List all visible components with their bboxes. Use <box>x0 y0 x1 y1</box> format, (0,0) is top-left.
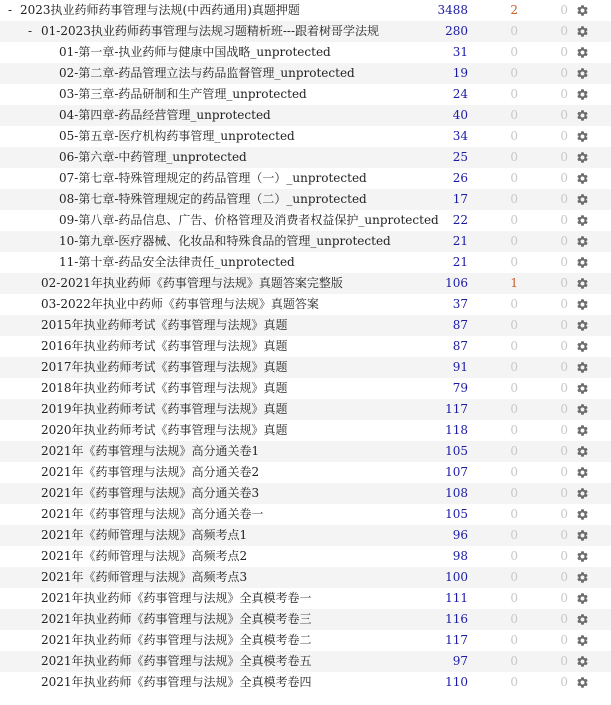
deck-name[interactable]: 06-第六章-中药管理_unprotected <box>59 150 247 164</box>
deck-row[interactable] <box>0 399 611 420</box>
learn-count: 0 <box>510 633 518 647</box>
learn-count: 0 <box>510 528 518 542</box>
deck-name[interactable]: 01-2023执业药师药事管理与法规习题精析班---跟着树哥学法规 <box>41 24 380 38</box>
review-count: 0 <box>560 633 568 647</box>
deck-row[interactable] <box>0 357 611 378</box>
gear-icon[interactable] <box>576 46 589 59</box>
gear-icon[interactable] <box>576 235 589 248</box>
gear-icon[interactable] <box>576 613 589 626</box>
gear-icon[interactable] <box>576 319 589 332</box>
gear-icon[interactable] <box>576 382 589 395</box>
new-count: 117 <box>445 402 468 416</box>
collapse-toggle[interactable]: - <box>8 3 13 17</box>
deck-row[interactable] <box>0 588 611 609</box>
new-count: 106 <box>445 276 468 290</box>
review-count: 0 <box>560 402 568 416</box>
deck-row[interactable] <box>0 21 611 42</box>
learn-count: 0 <box>510 192 518 206</box>
gear-icon[interactable] <box>576 340 589 353</box>
review-count: 0 <box>560 612 568 626</box>
gear-icon[interactable] <box>576 655 589 668</box>
deck-name[interactable]: 2015年执业药师考试《药事管理与法规》真题 <box>41 318 288 332</box>
deck-name[interactable]: 07-第七章-特殊管理规定的药品管理（一）_unprotected <box>59 171 367 185</box>
deck-row[interactable] <box>0 441 611 462</box>
new-count: 97 <box>452 654 468 668</box>
deck-row[interactable] <box>0 105 611 126</box>
new-count: 96 <box>452 528 468 542</box>
learn-count: 0 <box>510 297 518 311</box>
new-count: 21 <box>452 234 468 248</box>
deck-name[interactable]: 2021年《药师管理与法规》高频考点3 <box>41 570 248 584</box>
learn-count: 0 <box>510 675 518 689</box>
deck-row[interactable] <box>0 378 611 399</box>
deck-row[interactable] <box>0 672 611 693</box>
review-count: 0 <box>560 444 568 458</box>
gear-icon[interactable] <box>576 634 589 647</box>
review-count: 0 <box>560 150 568 164</box>
new-count: 17 <box>452 192 468 206</box>
deck-name[interactable]: 02-第二章-药品管理立法与药品监督管理_unprotected <box>59 66 355 80</box>
review-count: 0 <box>560 171 568 185</box>
new-count: 107 <box>445 465 468 479</box>
learn-count: 0 <box>510 486 518 500</box>
deck-name[interactable]: 2017年执业药师考试《药事管理与法规》真题 <box>41 360 288 374</box>
learn-count: 0 <box>510 465 518 479</box>
learn-count: 0 <box>510 507 518 521</box>
new-count: 22 <box>452 213 468 227</box>
learn-count: 0 <box>510 129 518 143</box>
review-count: 0 <box>560 528 568 542</box>
learn-count: 0 <box>510 381 518 395</box>
deck-row[interactable] <box>0 273 611 294</box>
new-count: 40 <box>452 108 468 122</box>
review-count: 0 <box>560 108 568 122</box>
new-count: 24 <box>452 87 468 101</box>
gear-icon[interactable] <box>576 508 589 521</box>
review-count: 0 <box>560 66 568 80</box>
gear-icon[interactable] <box>576 487 589 500</box>
learn-count: 0 <box>510 213 518 227</box>
deck-row[interactable] <box>0 294 611 315</box>
deck-row[interactable] <box>0 126 611 147</box>
deck-row[interactable] <box>0 525 611 546</box>
deck-row[interactable] <box>0 210 611 231</box>
deck-name[interactable]: 10-第九章-医疗器械、化妆品和特殊食品的管理_unprotected <box>59 234 391 248</box>
review-count: 0 <box>560 255 568 269</box>
gear-icon[interactable] <box>576 277 589 290</box>
new-count: 111 <box>445 591 468 605</box>
deck-row[interactable] <box>0 168 611 189</box>
learn-count: 0 <box>510 234 518 248</box>
review-count: 0 <box>560 654 568 668</box>
deck-name[interactable]: 2021年《药事管理与法规》高分通关卷3 <box>41 486 260 500</box>
gear-icon[interactable] <box>576 130 589 143</box>
deck-row[interactable] <box>0 0 611 21</box>
deck-name[interactable]: 03-第三章-药品研制和生产管理_unprotected <box>59 87 307 101</box>
deck-name[interactable]: 2021年《药事管理与法规》高分通关卷1 <box>41 444 260 458</box>
deck-row[interactable] <box>0 336 611 357</box>
deck-name[interactable]: 09-第八章-药品信息、广告、价格管理及消费者权益保护_unprotected <box>59 213 439 227</box>
new-count: 25 <box>452 150 468 164</box>
learn-count: 0 <box>510 444 518 458</box>
deck-row[interactable] <box>0 483 611 504</box>
deck-name[interactable]: 2019年执业药师考试《药事管理与法规》真题 <box>41 402 288 416</box>
review-count: 0 <box>560 45 568 59</box>
deck-row[interactable] <box>0 462 611 483</box>
deck-row[interactable] <box>0 651 611 672</box>
review-count: 0 <box>560 486 568 500</box>
learn-count: 0 <box>510 549 518 563</box>
new-count: 98 <box>452 549 468 563</box>
learn-count: 0 <box>510 255 518 269</box>
gear-icon[interactable] <box>576 571 589 584</box>
deck-row[interactable] <box>0 147 611 168</box>
deck-row[interactable] <box>0 504 611 525</box>
learn-count: 2 <box>510 3 518 17</box>
learn-count: 0 <box>510 87 518 101</box>
learn-count: 0 <box>510 318 518 332</box>
gear-icon[interactable] <box>576 424 589 437</box>
gear-icon[interactable] <box>576 676 589 689</box>
deck-row[interactable] <box>0 420 611 441</box>
review-count: 0 <box>560 570 568 584</box>
deck-name[interactable]: 05-第五章-医疗机构药事管理_unprotected <box>59 129 295 143</box>
gear-icon[interactable] <box>576 550 589 563</box>
new-count: 105 <box>445 507 468 521</box>
learn-count: 0 <box>510 45 518 59</box>
learn-count: 0 <box>510 402 518 416</box>
new-count: 100 <box>445 570 468 584</box>
gear-icon[interactable] <box>576 445 589 458</box>
deck-name[interactable]: 03-2022年执业中药师《药事管理与法规》真题答案 <box>41 297 319 311</box>
learn-count: 0 <box>510 570 518 584</box>
new-count: 21 <box>452 255 468 269</box>
deck-row[interactable] <box>0 567 611 588</box>
new-count: 34 <box>452 129 468 143</box>
gear-icon[interactable] <box>576 214 589 227</box>
review-count: 0 <box>560 129 568 143</box>
learn-count: 0 <box>510 24 518 38</box>
deck-row[interactable] <box>0 252 611 273</box>
gear-icon[interactable] <box>576 67 589 80</box>
deck-name[interactable]: 2021年《药师管理与法规》高频考点1 <box>41 528 248 542</box>
deck-name[interactable]: 2021年《药事管理与法规》高分通关卷2 <box>41 465 260 479</box>
review-count: 0 <box>560 213 568 227</box>
deck-row[interactable] <box>0 630 611 651</box>
deck-row[interactable] <box>0 231 611 252</box>
deck-row[interactable] <box>0 315 611 336</box>
deck-row[interactable] <box>0 609 611 630</box>
deck-row[interactable] <box>0 189 611 210</box>
deck-name[interactable]: 2021年执业药师《药事管理与法规》全真模考卷三 <box>41 612 312 626</box>
new-count: 26 <box>452 171 468 185</box>
gear-icon[interactable] <box>576 361 589 374</box>
learn-count: 0 <box>510 423 518 437</box>
review-count: 0 <box>560 276 568 290</box>
new-count: 31 <box>452 45 468 59</box>
review-count: 0 <box>560 297 568 311</box>
deck-name[interactable]: 11-第十章-药品安全法律责任_unprotected <box>59 255 295 269</box>
review-count: 0 <box>560 507 568 521</box>
collapse-toggle[interactable]: - <box>28 24 33 38</box>
learn-count: 0 <box>510 339 518 353</box>
review-count: 0 <box>560 360 568 374</box>
deck-name[interactable]: 2021年执业药师《药事管理与法规》全真模考卷五 <box>41 654 312 668</box>
new-count: 116 <box>445 612 468 626</box>
gear-icon[interactable] <box>576 109 589 122</box>
new-count: 108 <box>445 486 468 500</box>
new-count: 117 <box>445 633 468 647</box>
new-count: 87 <box>452 318 468 332</box>
gear-icon[interactable] <box>576 466 589 479</box>
learn-count: 0 <box>510 150 518 164</box>
review-count: 0 <box>560 591 568 605</box>
deck-row[interactable] <box>0 546 611 567</box>
deck-name[interactable]: 2021年执业药师《药事管理与法规》全真模考卷二 <box>41 633 312 647</box>
review-count: 0 <box>560 192 568 206</box>
deck-name[interactable]: 2021年执业药师《药事管理与法规》全真模考卷一 <box>41 591 312 605</box>
new-count: 37 <box>452 297 468 311</box>
deck-name[interactable]: 2018年执业药师考试《药事管理与法规》真题 <box>41 381 288 395</box>
gear-icon[interactable] <box>576 25 589 38</box>
review-count: 0 <box>560 339 568 353</box>
deck-name[interactable]: 2021年《药事管理与法规》高分通关卷一 <box>41 507 264 521</box>
review-count: 0 <box>560 87 568 101</box>
deck-row[interactable] <box>0 42 611 63</box>
review-count: 0 <box>560 3 568 17</box>
review-count: 0 <box>560 318 568 332</box>
new-count: 91 <box>452 360 468 374</box>
review-count: 0 <box>560 675 568 689</box>
learn-count: 0 <box>510 66 518 80</box>
review-count: 0 <box>560 423 568 437</box>
learn-count: 0 <box>510 108 518 122</box>
new-count: 19 <box>452 66 468 80</box>
deck-name[interactable]: 01-第一章-执业药师与健康中国战略_unprotected <box>59 45 331 59</box>
new-count: 105 <box>445 444 468 458</box>
learn-count: 1 <box>510 276 518 290</box>
gear-icon[interactable] <box>576 592 589 605</box>
new-count: 3488 <box>437 3 468 17</box>
deck-name[interactable]: 2023执业药师药事管理与法规(中西药通用)真题押题 <box>20 3 300 17</box>
gear-icon[interactable] <box>576 4 589 17</box>
deck-name[interactable]: 2021年执业药师《药事管理与法规》全真模考卷四 <box>41 675 312 689</box>
gear-icon[interactable] <box>576 172 589 185</box>
learn-count: 0 <box>510 360 518 374</box>
learn-count: 0 <box>510 171 518 185</box>
deck-name[interactable]: 04-第四章-药品经营管理_unprotected <box>59 108 271 122</box>
deck-row[interactable] <box>0 63 611 84</box>
new-count: 280 <box>445 24 468 38</box>
review-count: 0 <box>560 24 568 38</box>
learn-count: 0 <box>510 654 518 668</box>
review-count: 0 <box>560 465 568 479</box>
gear-icon[interactable] <box>576 529 589 542</box>
learn-count: 0 <box>510 612 518 626</box>
new-count: 79 <box>452 381 468 395</box>
new-count: 110 <box>445 675 468 689</box>
new-count: 118 <box>445 423 468 437</box>
deck-name[interactable]: 2021年《药师管理与法规》高频考点2 <box>41 549 248 563</box>
deck-row[interactable] <box>0 84 611 105</box>
gear-icon[interactable] <box>576 403 589 416</box>
deck-name[interactable]: 2020年执业药师考试《药事管理与法规》真题 <box>41 423 288 437</box>
review-count: 0 <box>560 381 568 395</box>
review-count: 0 <box>560 234 568 248</box>
deck-name[interactable]: 2016年执业药师考试《药事管理与法规》真题 <box>41 339 288 353</box>
learn-count: 0 <box>510 591 518 605</box>
new-count: 87 <box>452 339 468 353</box>
gear-icon[interactable] <box>576 298 589 311</box>
deck-name[interactable]: 08-第七章-特殊管理规定的药品管理（二）_unprotected <box>59 192 367 206</box>
deck-name[interactable]: 02-2021年执业药师《药事管理与法规》真题答案完整版 <box>41 276 343 290</box>
gear-icon[interactable] <box>576 88 589 101</box>
gear-icon[interactable] <box>576 151 589 164</box>
gear-icon[interactable] <box>576 193 589 206</box>
review-count: 0 <box>560 549 568 563</box>
gear-icon[interactable] <box>576 256 589 269</box>
